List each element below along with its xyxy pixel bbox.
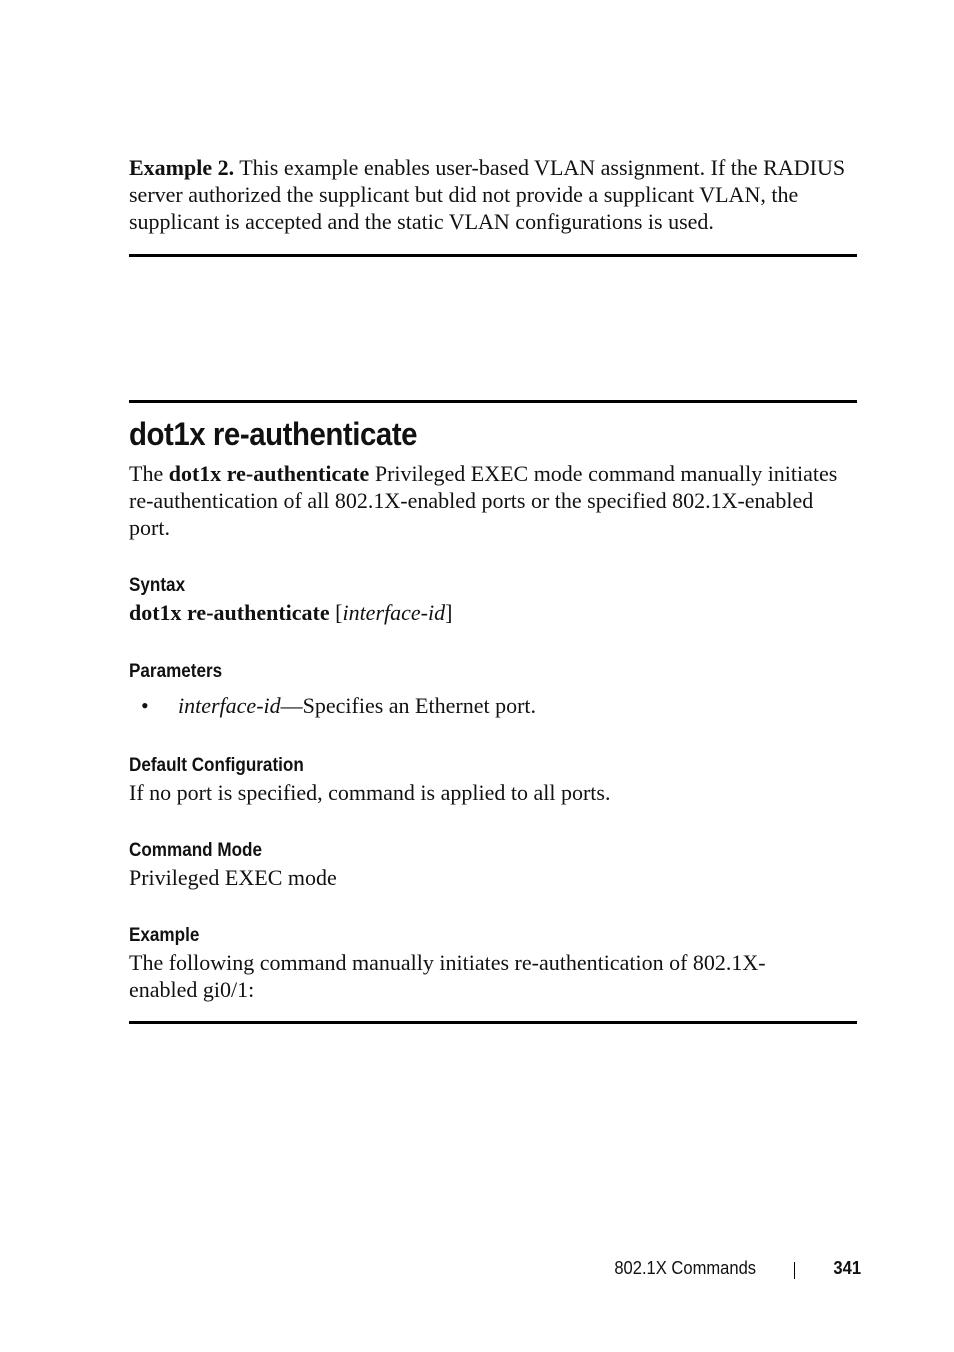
command-mode-heading: Command Mode: [129, 840, 263, 861]
default-configuration-heading: Default Configuration: [129, 755, 304, 776]
command-mode-text: Privileged EXEC mode: [129, 865, 337, 890]
syntax-argument: interface-id: [342, 600, 446, 625]
code-block-rule-bottom: [129, 254, 857, 257]
section-intro-paragraph: [129, 460, 857, 541]
footer-section-title: 802.1X Commands: [614, 1258, 756, 1278]
syntax-command: dot1x re-authenticate: [129, 600, 330, 625]
footer-divider: [794, 1262, 795, 1279]
parameter-description: —Specifies an Ethernet port.: [280, 693, 537, 718]
intro-command: dot1x re-authenticate: [168, 461, 370, 486]
page-number: 341: [833, 1258, 861, 1278]
example-2-label: Example 2.: [129, 155, 235, 180]
intro-suffix: Privileged EXEC mode command manually initiates re-authentication of all 802.1X-enabled ports or the specified 802.1X-enabled port.: [129, 461, 838, 540]
example-text: The following command manually initiates re-authentication of 802.1X-enabled gi0/1:: [129, 950, 766, 1002]
page-footer: [129, 1256, 861, 1282]
code-block-rule-top: [129, 1021, 857, 1024]
bullet-icon: •: [141, 693, 149, 718]
parameter-name: interface-id: [178, 693, 281, 718]
document-page: [129, 0, 861, 1352]
section-title: dot1x re-authenticate: [129, 416, 418, 452]
intro-prefix: The: [129, 461, 169, 486]
syntax-bracket-close: ]: [445, 600, 453, 625]
parameter-entry: [178, 692, 536, 719]
syntax-bracket-open: [: [329, 600, 343, 625]
example-2-paragraph: [129, 154, 857, 235]
example-2-text: This example enables user-based VLAN assignment. If the RADIUS server authorized the supplicant but did not provide a supplicant VLAN, the supplicant is accepted and the static VLAN configurations is used.: [129, 155, 846, 234]
syntax-heading: Syntax: [129, 575, 186, 596]
syntax-line: [129, 599, 857, 626]
section-divider-rule: [129, 400, 857, 403]
example-heading: Example: [129, 925, 200, 946]
parameters-heading: Parameters: [129, 661, 223, 682]
default-configuration-text: If no port is specified, command is applied to all ports.: [129, 780, 611, 805]
